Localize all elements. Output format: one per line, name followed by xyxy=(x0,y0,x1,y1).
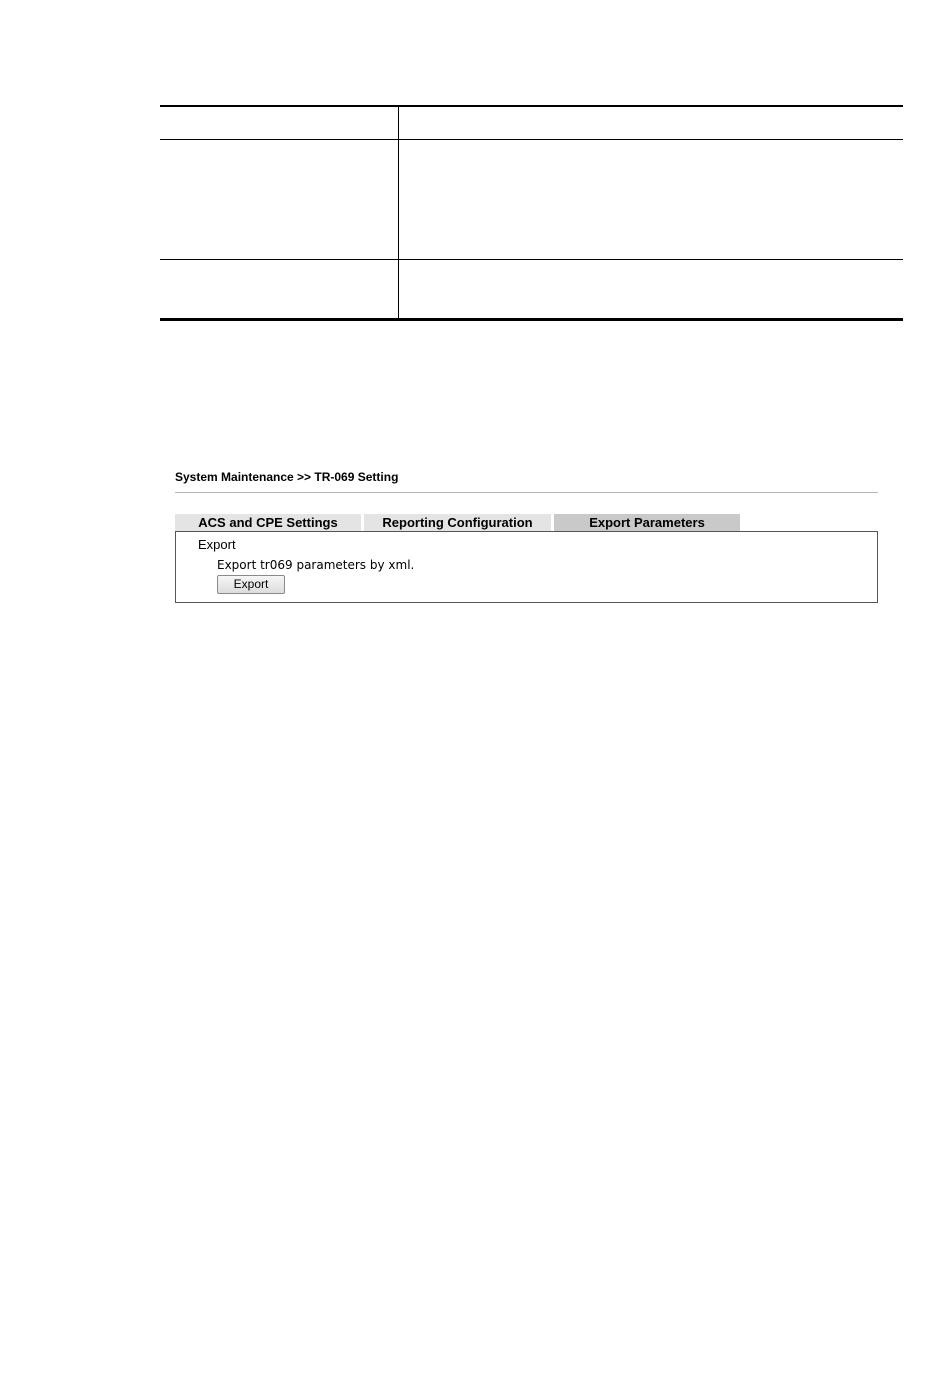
export-section xyxy=(175,531,878,603)
tr069-settings-panel xyxy=(175,468,879,608)
title-divider xyxy=(175,492,878,493)
export-button[interactable]: Export xyxy=(217,575,285,594)
tab-export-parameters[interactable]: Export Parameters xyxy=(554,514,740,531)
table-top-rule xyxy=(160,105,903,107)
tab-acs-and-cpe-settings[interactable]: ACS and CPE Settings xyxy=(175,514,361,531)
section-heading: Export xyxy=(198,537,236,552)
document-table xyxy=(160,105,903,321)
table-bottom-rule xyxy=(160,318,903,321)
page-title: System Maintenance >> TR-069 Setting xyxy=(175,470,399,484)
tab-reporting-configuration[interactable]: Reporting Configuration xyxy=(364,514,551,531)
table-header-rule xyxy=(160,139,903,140)
table-row-divider xyxy=(160,259,903,260)
table-column-divider xyxy=(398,105,399,319)
export-description: Export tr069 parameters by xml. xyxy=(217,558,415,572)
